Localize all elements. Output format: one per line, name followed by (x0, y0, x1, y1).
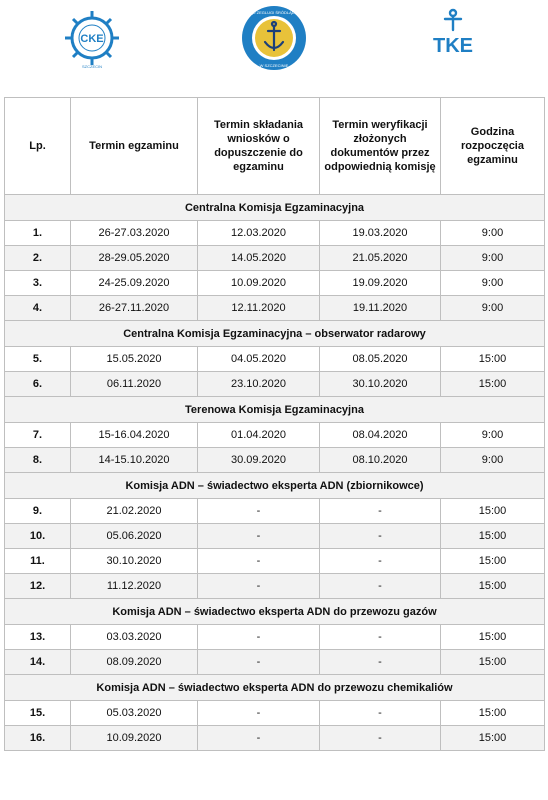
start-time-cell: 15:00 (441, 701, 545, 726)
section-title: Komisja ADN – świadectwo eksperta ADN (zbiornikowce) (5, 473, 545, 499)
verification-date-cell: - (320, 524, 441, 549)
table-body (5, 195, 545, 751)
table-row (5, 726, 545, 751)
lp-cell: 5. (5, 347, 71, 372)
exam-date-cell: 05.06.2020 (71, 524, 198, 549)
table-row (5, 423, 545, 448)
tke-anchor-icon (445, 10, 461, 30)
application-deadline-cell: - (198, 549, 320, 574)
exam-date-cell: 08.09.2020 (71, 650, 198, 675)
header-lp: Lp. (5, 98, 71, 195)
lp-cell: 9. (5, 499, 71, 524)
exam-date-cell: 15.05.2020 (71, 347, 198, 372)
lp-cell: 4. (5, 296, 71, 321)
emblem-ring-text: URZĄD ŻEGLUGI ŚRÓDLĄDOWEJ (241, 10, 307, 15)
header-start-time: Godzina rozpoczęcia egzaminu (441, 98, 545, 195)
start-time-cell: 15:00 (441, 499, 545, 524)
verification-date-cell: 30.10.2020 (320, 372, 441, 397)
application-deadline-cell: 14.05.2020 (198, 246, 320, 271)
table-row (5, 650, 545, 675)
lp-cell: 6. (5, 372, 71, 397)
verification-date-cell: 08.05.2020 (320, 347, 441, 372)
exam-date-cell: 05.03.2020 (71, 701, 198, 726)
verification-date-cell: 19.11.2020 (320, 296, 441, 321)
application-deadline-cell: - (198, 499, 320, 524)
verification-date-cell: 08.10.2020 (320, 448, 441, 473)
verification-date-cell: - (320, 549, 441, 574)
table-row (5, 448, 545, 473)
exam-date-cell: 06.11.2020 (71, 372, 198, 397)
exam-date-cell: 21.02.2020 (71, 499, 198, 524)
lp-cell: 2. (5, 246, 71, 271)
start-time-cell: 9:00 (441, 221, 545, 246)
application-deadline-cell: 10.09.2020 (198, 271, 320, 296)
office-emblem-logo (240, 4, 308, 72)
application-deadline-cell: - (198, 726, 320, 751)
application-deadline-cell: 30.09.2020 (198, 448, 320, 473)
verification-date-cell: - (320, 701, 441, 726)
application-deadline-cell: - (198, 524, 320, 549)
table-row (5, 499, 545, 524)
section-title: Centralna Komisja Egzaminacyjna (5, 195, 545, 221)
lp-cell: 1. (5, 221, 71, 246)
header-verification-date: Termin weryfikacji złożonych dokumentów przez odpowiednią komisję (320, 98, 441, 195)
header-application-deadline: Termin składania wniosków o dopuszczenie do egzaminu (198, 98, 320, 195)
exam-date-cell: 28-29.05.2020 (71, 246, 198, 271)
section-row (5, 675, 545, 701)
table-row (5, 625, 545, 650)
application-deadline-cell: 12.03.2020 (198, 221, 320, 246)
application-deadline-cell: 23.10.2020 (198, 372, 320, 397)
application-deadline-cell: - (198, 701, 320, 726)
cke-logo (62, 8, 122, 70)
section-row (5, 195, 545, 221)
cke-logo-subtext: SZCZECIN (82, 64, 102, 69)
lp-cell: 11. (5, 549, 71, 574)
verification-date-cell: 21.05.2020 (320, 246, 441, 271)
verification-date-cell: - (320, 650, 441, 675)
start-time-cell: 15:00 (441, 524, 545, 549)
emblem-bottom-text: W SZCZECINIE (259, 63, 289, 68)
table-row (5, 549, 545, 574)
table-row (5, 524, 545, 549)
exam-date-cell: 26-27.11.2020 (71, 296, 198, 321)
verification-date-cell: - (320, 726, 441, 751)
lp-cell: 12. (5, 574, 71, 599)
exam-date-cell: 26-27.03.2020 (71, 221, 198, 246)
exam-date-cell: 03.03.2020 (71, 625, 198, 650)
table-row (5, 271, 545, 296)
section-title: Terenowa Komisja Egzaminacyjna (5, 397, 545, 423)
section-title: Komisja ADN – świadectwo eksperta ADN do przewozu chemikaliów (5, 675, 545, 701)
start-time-cell: 9:00 (441, 296, 545, 321)
exam-date-cell: 14-15.10.2020 (71, 448, 198, 473)
exam-date-cell: 15-16.04.2020 (71, 423, 198, 448)
start-time-cell: 9:00 (441, 423, 545, 448)
section-row (5, 599, 545, 625)
application-deadline-cell: - (198, 650, 320, 675)
exam-date-cell: 11.12.2020 (71, 574, 198, 599)
lp-cell: 7. (5, 423, 71, 448)
section-row (5, 397, 545, 423)
verification-date-cell: 08.04.2020 (320, 423, 441, 448)
verification-date-cell: 19.09.2020 (320, 271, 441, 296)
cke-logo-text: CKE (80, 33, 104, 45)
verification-date-cell: - (320, 499, 441, 524)
start-time-cell: 15:00 (441, 372, 545, 397)
table-row (5, 347, 545, 372)
logo-bar (0, 0, 548, 82)
lp-cell: 10. (5, 524, 71, 549)
table-row (5, 701, 545, 726)
application-deadline-cell: 12.11.2020 (198, 296, 320, 321)
table-row (5, 296, 545, 321)
table-row (5, 246, 545, 271)
start-time-cell: 15:00 (441, 549, 545, 574)
exam-schedule-table (4, 97, 545, 751)
table-header-row (5, 98, 545, 195)
section-row (5, 321, 545, 347)
lp-cell: 16. (5, 726, 71, 751)
start-time-cell: 9:00 (441, 246, 545, 271)
verification-date-cell: 19.03.2020 (320, 221, 441, 246)
verification-date-cell: - (320, 574, 441, 599)
application-deadline-cell: - (198, 625, 320, 650)
start-time-cell: 15:00 (441, 574, 545, 599)
start-time-cell: 15:00 (441, 625, 545, 650)
lp-cell: 13. (5, 625, 71, 650)
lp-cell: 3. (5, 271, 71, 296)
section-row (5, 473, 545, 499)
start-time-cell: 15:00 (441, 650, 545, 675)
application-deadline-cell: 01.04.2020 (198, 423, 320, 448)
exam-date-cell: 30.10.2020 (71, 549, 198, 574)
tke-logo-text: TKE (433, 35, 473, 57)
start-time-cell: 9:00 (441, 448, 545, 473)
exam-date-cell: 24-25.09.2020 (71, 271, 198, 296)
table-row (5, 372, 545, 397)
exam-date-cell: 10.09.2020 (71, 726, 198, 751)
header-exam-date: Termin egzaminu (71, 98, 198, 195)
start-time-cell: 15:00 (441, 726, 545, 751)
application-deadline-cell: 04.05.2020 (198, 347, 320, 372)
section-title: Komisja ADN – świadectwo eksperta ADN do przewozu gazów (5, 599, 545, 625)
lp-cell: 14. (5, 650, 71, 675)
application-deadline-cell: - (198, 574, 320, 599)
start-time-cell: 15:00 (441, 347, 545, 372)
start-time-cell: 9:00 (441, 271, 545, 296)
table-row (5, 221, 545, 246)
verification-date-cell: - (320, 625, 441, 650)
lp-cell: 15. (5, 701, 71, 726)
table-row (5, 574, 545, 599)
lp-cell: 8. (5, 448, 71, 473)
tke-logo (428, 8, 478, 58)
section-title: Centralna Komisja Egzaminacyjna – obserwator radarowy (5, 321, 545, 347)
